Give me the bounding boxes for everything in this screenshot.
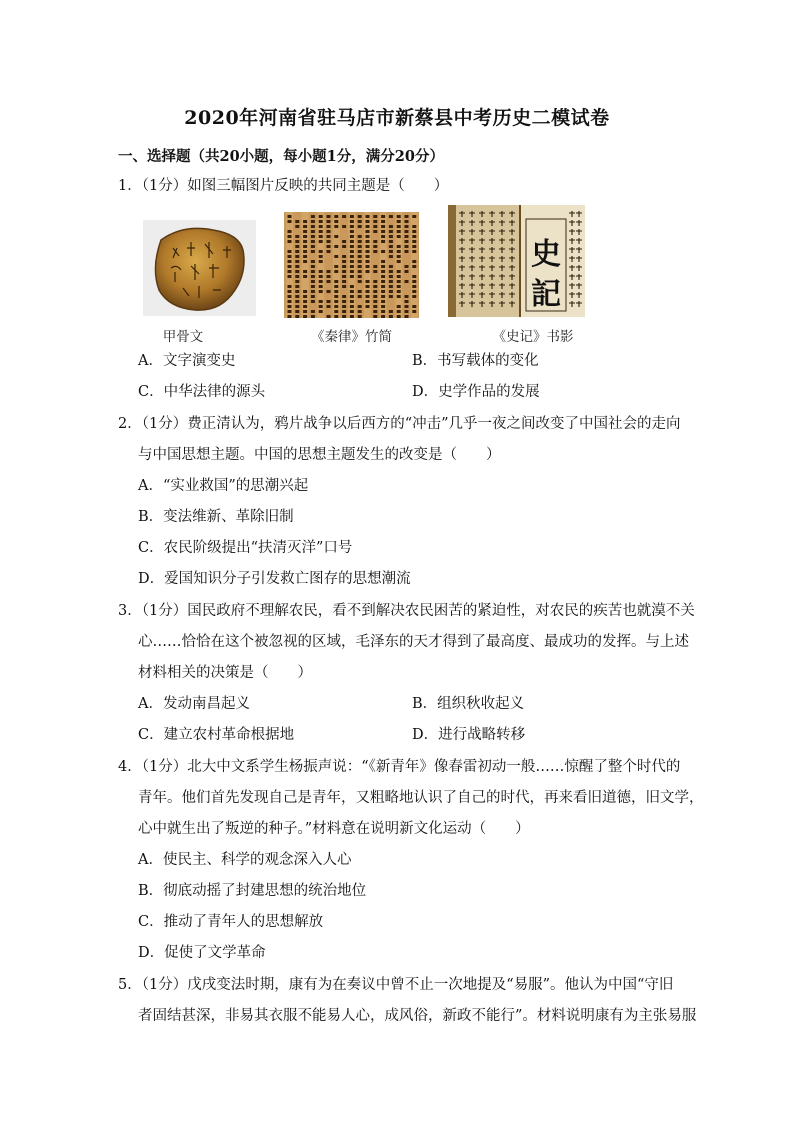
question-2-stem-2: 与中国思想主题。中国的思想主题发生的改变是（ ） <box>138 447 501 463</box>
q3-option-a[interactable]: A．发动南昌起义 <box>138 696 250 712</box>
question-3-stem-2: 心……恰恰在这个被忽视的区域，毛泽东的天才得到了最高度、最成功的发挥。与上述 <box>138 634 689 650</box>
question-5-stem-2: 者固结甚深，非易其衣服不能易人心，成风俗，新政不能行”。材料说明康有为主张易服 <box>138 1008 697 1024</box>
oracle-bone-image <box>143 220 256 316</box>
q4-option-b[interactable]: B．彻底动摇了封建思想的统治地位 <box>138 883 367 899</box>
page-title: 2020年河南省驻马店市新蔡县中考历史二模试卷 <box>184 107 610 129</box>
q3-option-c[interactable]: C．建立农村革命根据地 <box>138 727 295 743</box>
section-heading: 一、选择题（共20小题，每小题1分，满分20分） <box>118 148 444 165</box>
question-2-stem-1: 2．（1分）费正清认为，鸦片战争以后西方的“冲击”几乎一夜之间改变了中国社会的走向 <box>118 416 681 432</box>
book-char-2: 記 <box>531 277 561 312</box>
q3-option-d[interactable]: D．进行战略转移 <box>412 727 526 743</box>
q1-option-d[interactable]: D．史学作品的发展 <box>412 384 540 400</box>
q2-option-d[interactable]: D．爱国知识分子引发救亡图存的思想潮流 <box>138 571 411 587</box>
q4-option-a[interactable]: A．使民主、科学的观念深入人心 <box>138 852 352 868</box>
q4-option-c[interactable]: C．推动了青年人的思想解放 <box>138 914 324 930</box>
caption-oracle-bone: 甲骨文 <box>162 329 204 345</box>
book-char-1: 史 <box>531 237 561 272</box>
q1-option-a[interactable]: A．文字演变史 <box>138 353 236 369</box>
question-4-stem-3: 心中就生出了叛逆的种子。”材料意在说明新文化运动（ ） <box>138 821 530 837</box>
question-5-stem-1: 5．（1分）戊戌变法时期，康有为在奏议中曾不止一次地提及“易服”。他认为中国“守旧 <box>118 977 674 993</box>
question-3-stem-1: 3．（1分）国民政府不理解农民，看不到解决农民困苦的紧迫性，对农民的疾苦也就漠不关 <box>118 603 695 619</box>
q1-option-b[interactable]: B．书写载体的变化 <box>412 353 539 369</box>
q4-option-d[interactable]: D．促使了文学革命 <box>138 945 266 961</box>
question-4-stem-1: 4．（1分）北大中文系学生杨振声说：“《新青年》像春雷初动一般……惊醒了整个时代的 <box>118 759 681 775</box>
question-1-stem: 1．（1分）如图三幅图片反映的共同主题是（ ） <box>118 178 449 194</box>
bamboo-slips-image <box>284 212 419 318</box>
q1-option-c[interactable]: C．中华法律的源头 <box>138 384 266 400</box>
q2-option-a[interactable]: A．“实业救国”的思潮兴起 <box>138 478 309 494</box>
question-4-stem-2: 青年。他们首先发现自己是青年，又粗略地认识了自己的时代，再来看旧道德，旧文学， <box>138 790 704 806</box>
q3-option-b[interactable]: B．组织秋收起义 <box>412 696 525 712</box>
q2-option-c[interactable]: C．农民阶级提出“扶清灭洋”口号 <box>138 540 353 556</box>
shiji-book-image <box>448 205 585 317</box>
caption-shiji: 《史记》书影 <box>492 329 574 345</box>
caption-bamboo-slips: 《秦律》竹简 <box>311 329 392 345</box>
q2-option-b[interactable]: B．变法维新、革除旧制 <box>138 509 294 525</box>
question-3-stem-3: 材料相关的决策是（ ） <box>138 665 312 681</box>
